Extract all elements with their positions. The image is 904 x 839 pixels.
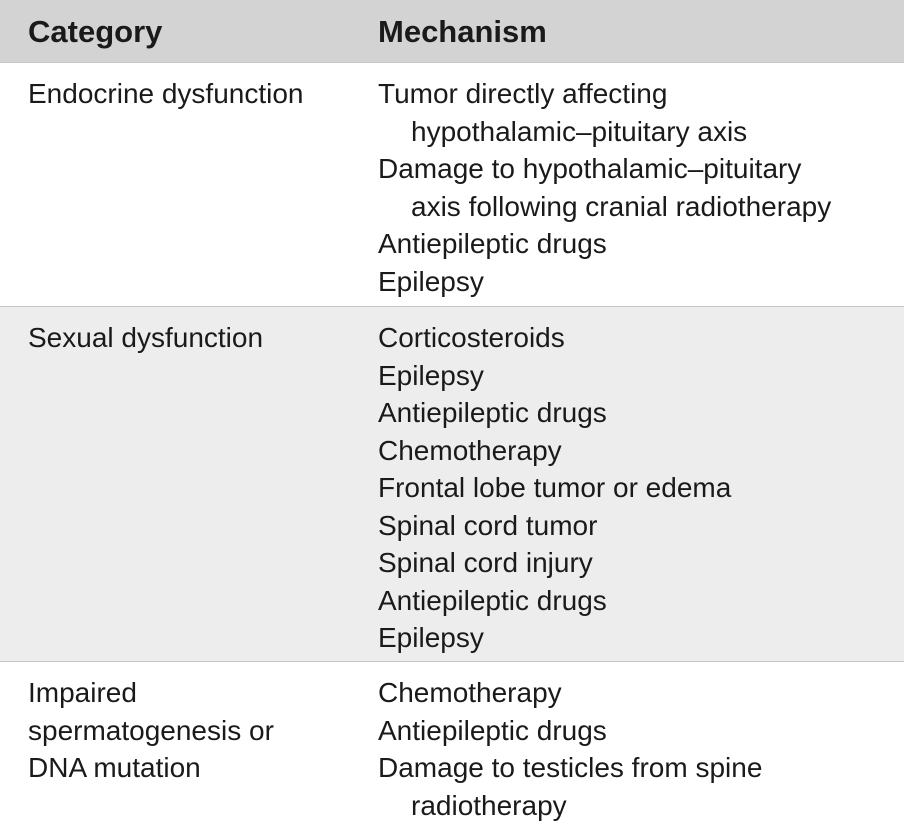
mechanism-item: Antiepileptic drugs — [378, 228, 607, 259]
mechanism-item: Damage to testicles from spine — [378, 752, 763, 783]
mechanism-item: hypothalamic–pituitary axis — [411, 115, 748, 147]
category-text: Endocrine dysfunction — [28, 78, 304, 109]
mechanism-item: Spinal cord tumor — [378, 509, 598, 541]
category-text: Impaired — [28, 677, 137, 708]
category-text: DNA mutation — [28, 752, 201, 783]
row-mechanisms — [378, 674, 762, 824]
mechanism-item: axis following cranial radiotherapy — [411, 190, 832, 222]
mechanism-item: Antiepileptic drugs — [378, 714, 607, 746]
mechanism-item: Chemotherapy — [378, 434, 562, 466]
table-header — [0, 0, 904, 62]
mechanism-item: radiotherapy — [411, 789, 567, 821]
mechanism-item: Frontal lobe tumor or edema — [378, 472, 732, 503]
mechanism-item: Antiepileptic drugs — [378, 397, 607, 428]
category-text: spermatogenesis or — [28, 714, 274, 746]
table-row — [0, 661, 904, 839]
table-row — [0, 306, 904, 662]
mechanism-item: Epilepsy — [378, 359, 484, 391]
row-category — [28, 75, 304, 113]
row-category — [28, 319, 263, 357]
header-category: Category — [28, 14, 163, 49]
mechanism-item: Chemotherapy — [378, 677, 562, 708]
mechanism-item: Corticosteroids — [378, 322, 565, 353]
category-text: Sexual dysfunction — [28, 322, 264, 353]
mechanism-item: Antiepileptic drugs — [378, 584, 607, 616]
table-row — [0, 62, 904, 307]
mechanism-item: Epilepsy — [378, 265, 484, 297]
row-mechanisms — [378, 319, 731, 657]
mechanism-item: Damage to hypothalamic–pituitary — [378, 153, 802, 184]
header-mechanism: Mechanism — [378, 14, 547, 49]
mechanism-item: Epilepsy — [378, 622, 484, 653]
mechanism-item: Spinal cord injury — [378, 547, 593, 578]
row-mechanisms — [378, 75, 831, 300]
mechanism-item: Tumor directly affecting — [378, 78, 668, 109]
row-category — [28, 674, 274, 787]
